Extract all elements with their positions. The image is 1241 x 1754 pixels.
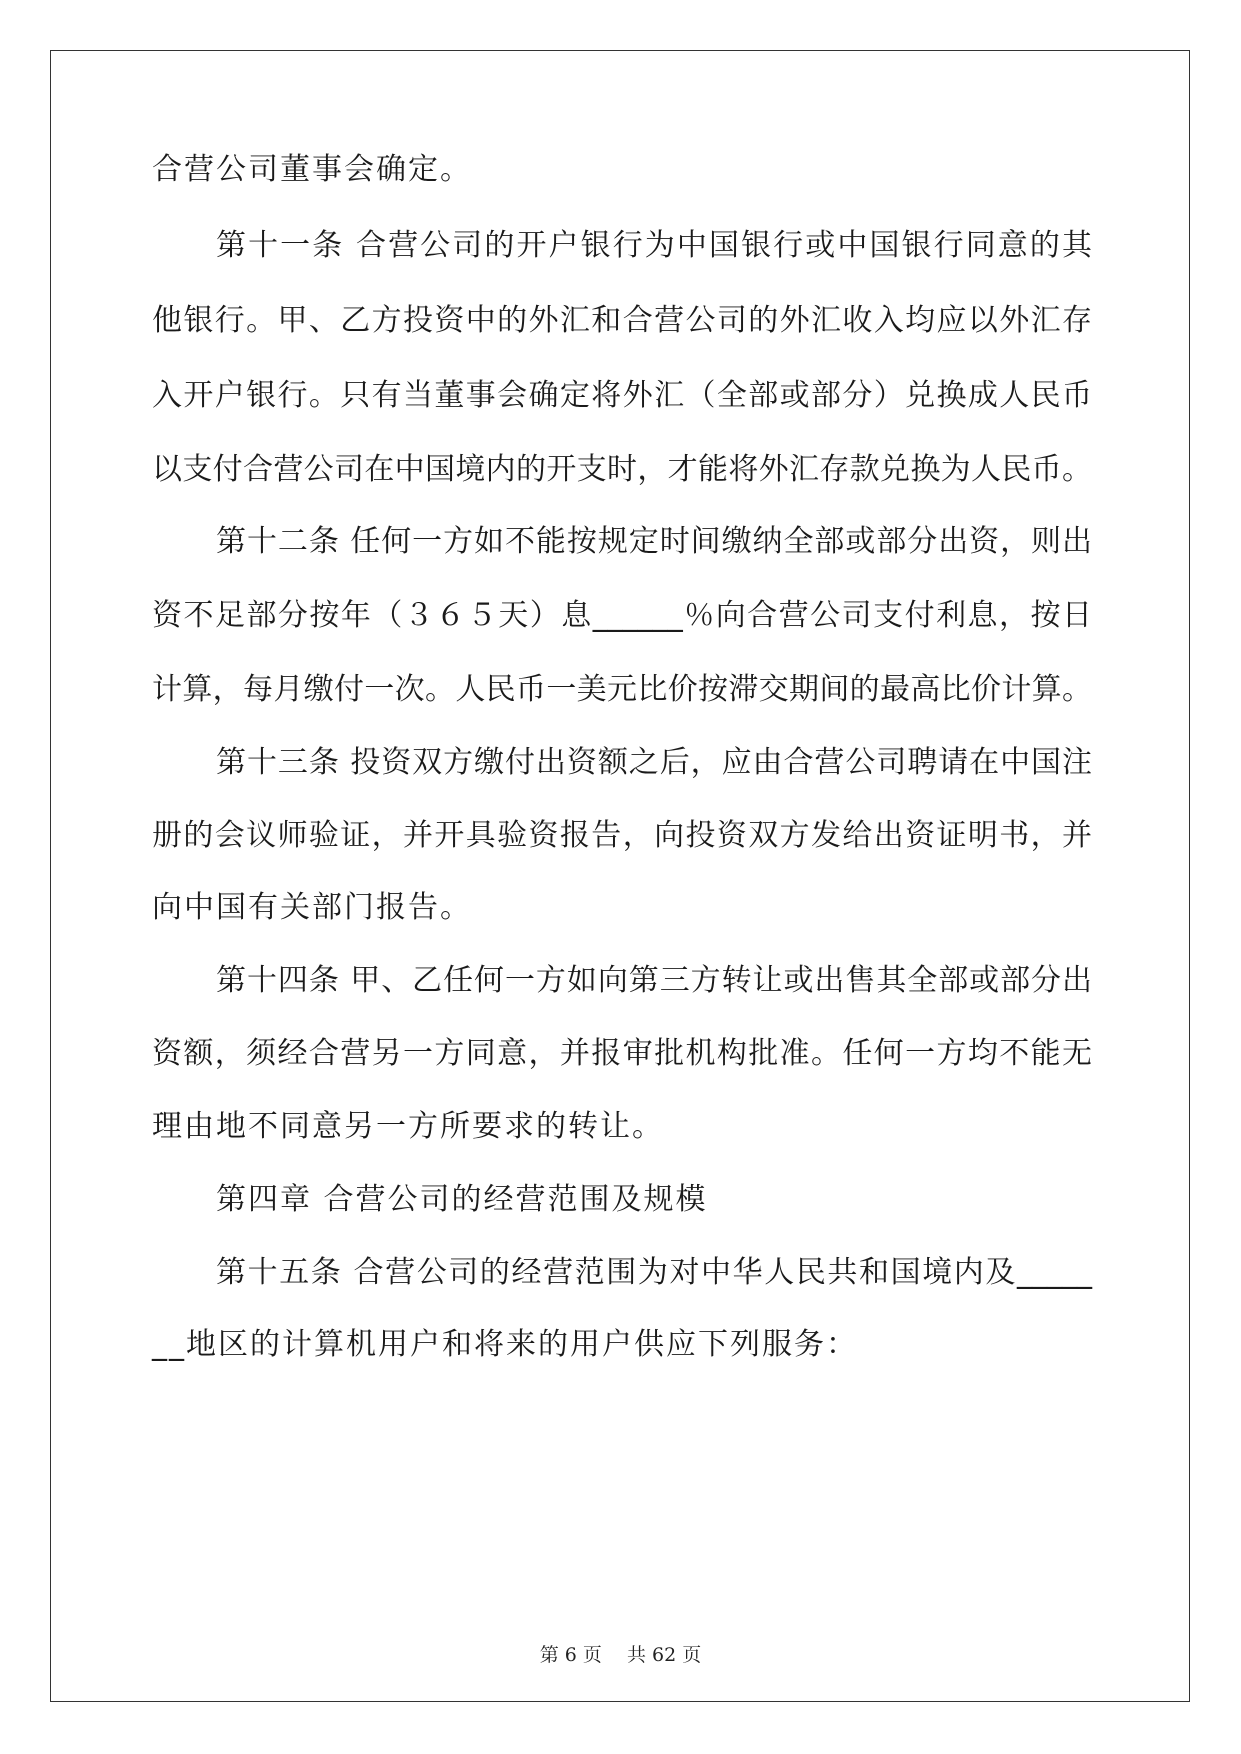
article-13-line-3: 向中国有关部门报告。	[152, 890, 472, 925]
page-number-footer: 第 6 页 共 62 页	[539, 1644, 702, 1666]
article-14-line-1: 第十四条 甲、乙任何一方如向第三方转让或出售其全部或部分出	[216, 963, 1092, 998]
article-12-line-2: 资不足部分按年（３６５天）息______％向合营公司支付利息，按日	[152, 598, 1092, 633]
chapter-4-heading: 第四章 合营公司的经营范围及规模	[216, 1182, 708, 1217]
page-border	[50, 50, 1190, 1702]
article-13-line-1: 第十三条 投资双方缴付出资额之后，应由合营公司聘请在中国注	[216, 745, 1092, 780]
article-12-line-3: 计算，每月缴付一次。人民币一美元比价按滞交期间的最高比价计算。	[152, 672, 1092, 707]
article-11-line-2: 他银行。甲、乙方投资中的外汇和合营公司的外汇收入均应以外汇存	[152, 303, 1092, 338]
article-11-line-1: 第十一条 合营公司的开户银行为中国银行或中国银行同意的其	[216, 228, 1092, 263]
article-11-line-4: 以支付合营公司在中国境内的开支时，才能将外汇存款兑换为人民币。	[152, 452, 1092, 487]
article-15-line-1: 第十五条 合营公司的经营范围为对中华人民共和国境内及_____	[216, 1255, 1092, 1290]
text-line-1: 合营公司董事会确定。	[152, 152, 472, 187]
article-14-line-3: 理由地不同意另一方所要求的转让。	[152, 1109, 664, 1144]
article-12-line-1: 第十二条 任何一方如不能按规定时间缴纳全部或部分出资，则出	[216, 524, 1092, 559]
article-13-line-2: 册的会议师验证，并开具验资报告，向投资双方发给出资证明书，并	[152, 818, 1092, 853]
article-11-line-3: 入开户银行。只有当董事会确定将外汇（全部或部分）兑换成人民币	[152, 378, 1092, 413]
article-15-line-2: __地区的计算机用户和将来的用户供应下列服务：	[152, 1327, 858, 1362]
article-14-line-2: 资额，须经合营另一方同意，并报审批机构批准。任何一方均不能无	[152, 1036, 1092, 1071]
